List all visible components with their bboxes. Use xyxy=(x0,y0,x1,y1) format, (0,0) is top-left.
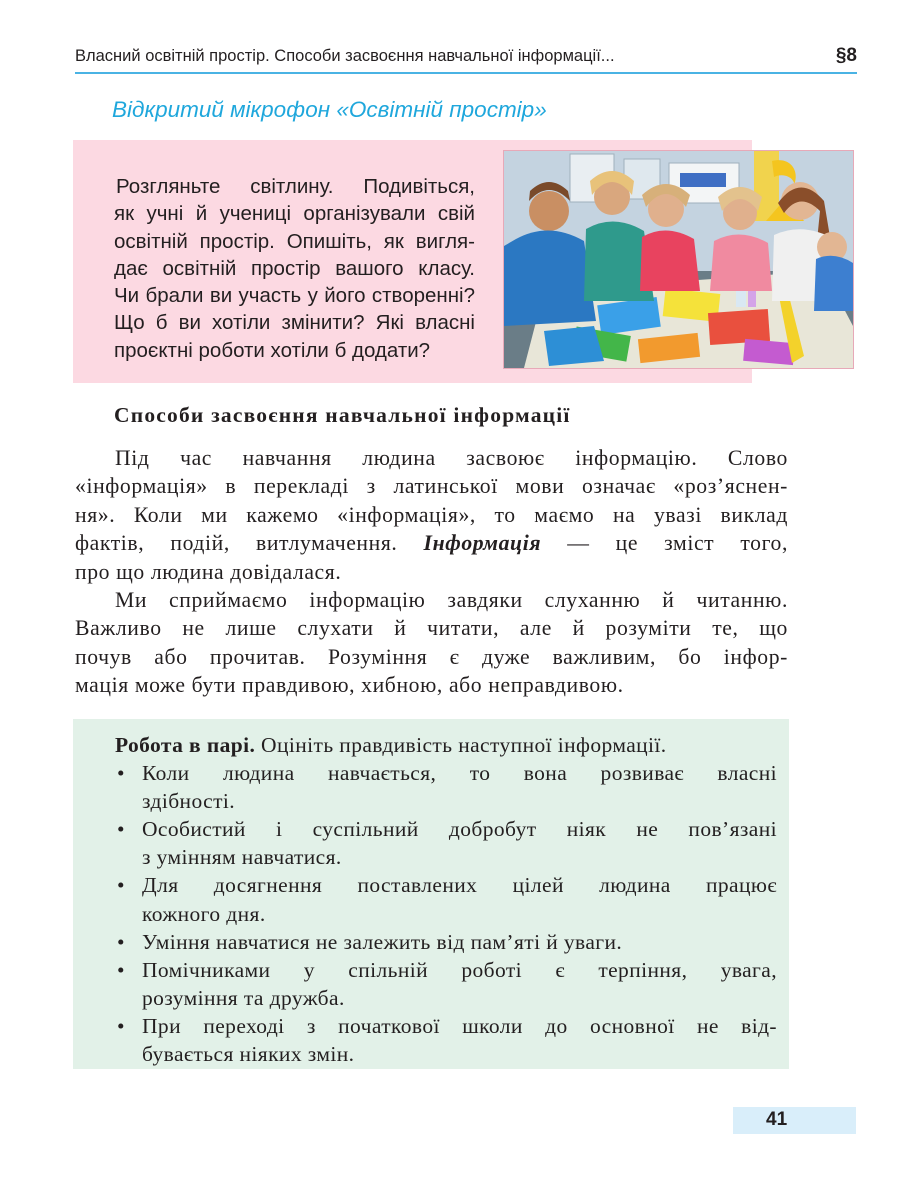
pair-work-box xyxy=(73,719,789,1069)
text-line: здібності. xyxy=(142,789,236,814)
text-line: Чи брали ви участь у його створенні? xyxy=(114,284,475,308)
section-number: §8 xyxy=(835,45,857,66)
text-line: • При переході з початкової школи до основної не від- xyxy=(142,1013,777,1038)
pair-work-content xyxy=(115,731,777,1068)
page-number-box xyxy=(733,1107,856,1134)
pair-work-instruction: Оцініть правдивість наступної інформації. xyxy=(255,733,667,757)
text-line xyxy=(75,529,788,557)
text-line: • Помічниками у спільній роботі є терпіння, увага, xyxy=(142,957,777,982)
text-line: мація може бути правдивою, хибною, або неправдивою. xyxy=(75,673,624,698)
text-line: як учні й учениці організували свій xyxy=(114,202,475,226)
list-item xyxy=(115,1012,777,1068)
open-mic-heading: Відкритий мікрофон «Освітній простір» xyxy=(112,97,547,122)
header-title: Власний освітній простір. Способи засвоєння навчальної інформації... xyxy=(75,47,615,65)
classroom-photo-illustration xyxy=(504,151,853,368)
section-heading: Способи засвоєння навчальної інформації xyxy=(114,403,571,427)
text-line: розуміння та дружба. xyxy=(142,985,345,1010)
text-line: • Для досягнення поставлених цілей людина працює xyxy=(142,873,777,898)
text-line: • Коли людина навчається, то вона розвиває власні xyxy=(142,761,777,786)
text-line: про що людина довідалася. xyxy=(75,559,342,584)
classroom-photo xyxy=(503,150,854,369)
text-line: ня». Коли ми кажемо «інформація», то маємо на увазі виклад xyxy=(75,502,788,527)
open-mic-text xyxy=(114,173,475,364)
text-line: • Уміння навчатися не залежить від пам’яті й уваги. xyxy=(142,929,623,954)
text-line: проєктні роботи хотіли б додати? xyxy=(114,338,431,362)
text-line: Важливо не лише слухати й читати, але й розуміти те, що xyxy=(75,616,788,641)
text-segment: фактів, подій, витлумачення. xyxy=(75,531,424,556)
text-line: Розгляньте світлину. Подивіться, xyxy=(116,175,475,198)
text-line: Під час навчання людина засвоює інформацію. Слово xyxy=(115,446,788,470)
pair-work-task xyxy=(115,731,777,759)
text-line: освітній простір. Опишіть, як вигля- xyxy=(114,229,475,253)
text-line: • Особистий і суспільний добробут ніяк не пов’язані xyxy=(142,817,777,842)
list-item xyxy=(115,956,777,1012)
text-segment: — це зміст того, xyxy=(541,531,789,556)
text-line: почув або прочитав. Розуміння є дуже важливим, бо інфор- xyxy=(75,644,788,669)
list-item xyxy=(115,928,777,956)
defined-term: Інформація xyxy=(423,531,542,556)
main-body-text xyxy=(75,444,788,700)
text-line: Що б ви хотіли змінити? Які власні xyxy=(114,311,475,335)
text-line: кожного дня. xyxy=(142,901,266,926)
text-line: з умінням навчатися. xyxy=(142,845,342,870)
running-header xyxy=(75,44,857,74)
list-item xyxy=(115,759,777,815)
text-line: Ми сприймаємо інформацію завдяки слуханню й читанню. xyxy=(115,588,788,613)
text-line: бувається ніяких змін. xyxy=(142,1042,355,1067)
pair-work-label: Робота в парі. xyxy=(115,733,256,757)
list-item xyxy=(115,815,777,871)
list-item xyxy=(115,871,777,927)
statement-list xyxy=(115,759,777,1068)
text-line: дає освітній простір вашого класу. xyxy=(114,256,475,280)
page-number: 41 xyxy=(766,1109,788,1130)
text-line: «інформація» в перекладі з латинської мови означає «роз’яснен- xyxy=(75,474,788,499)
